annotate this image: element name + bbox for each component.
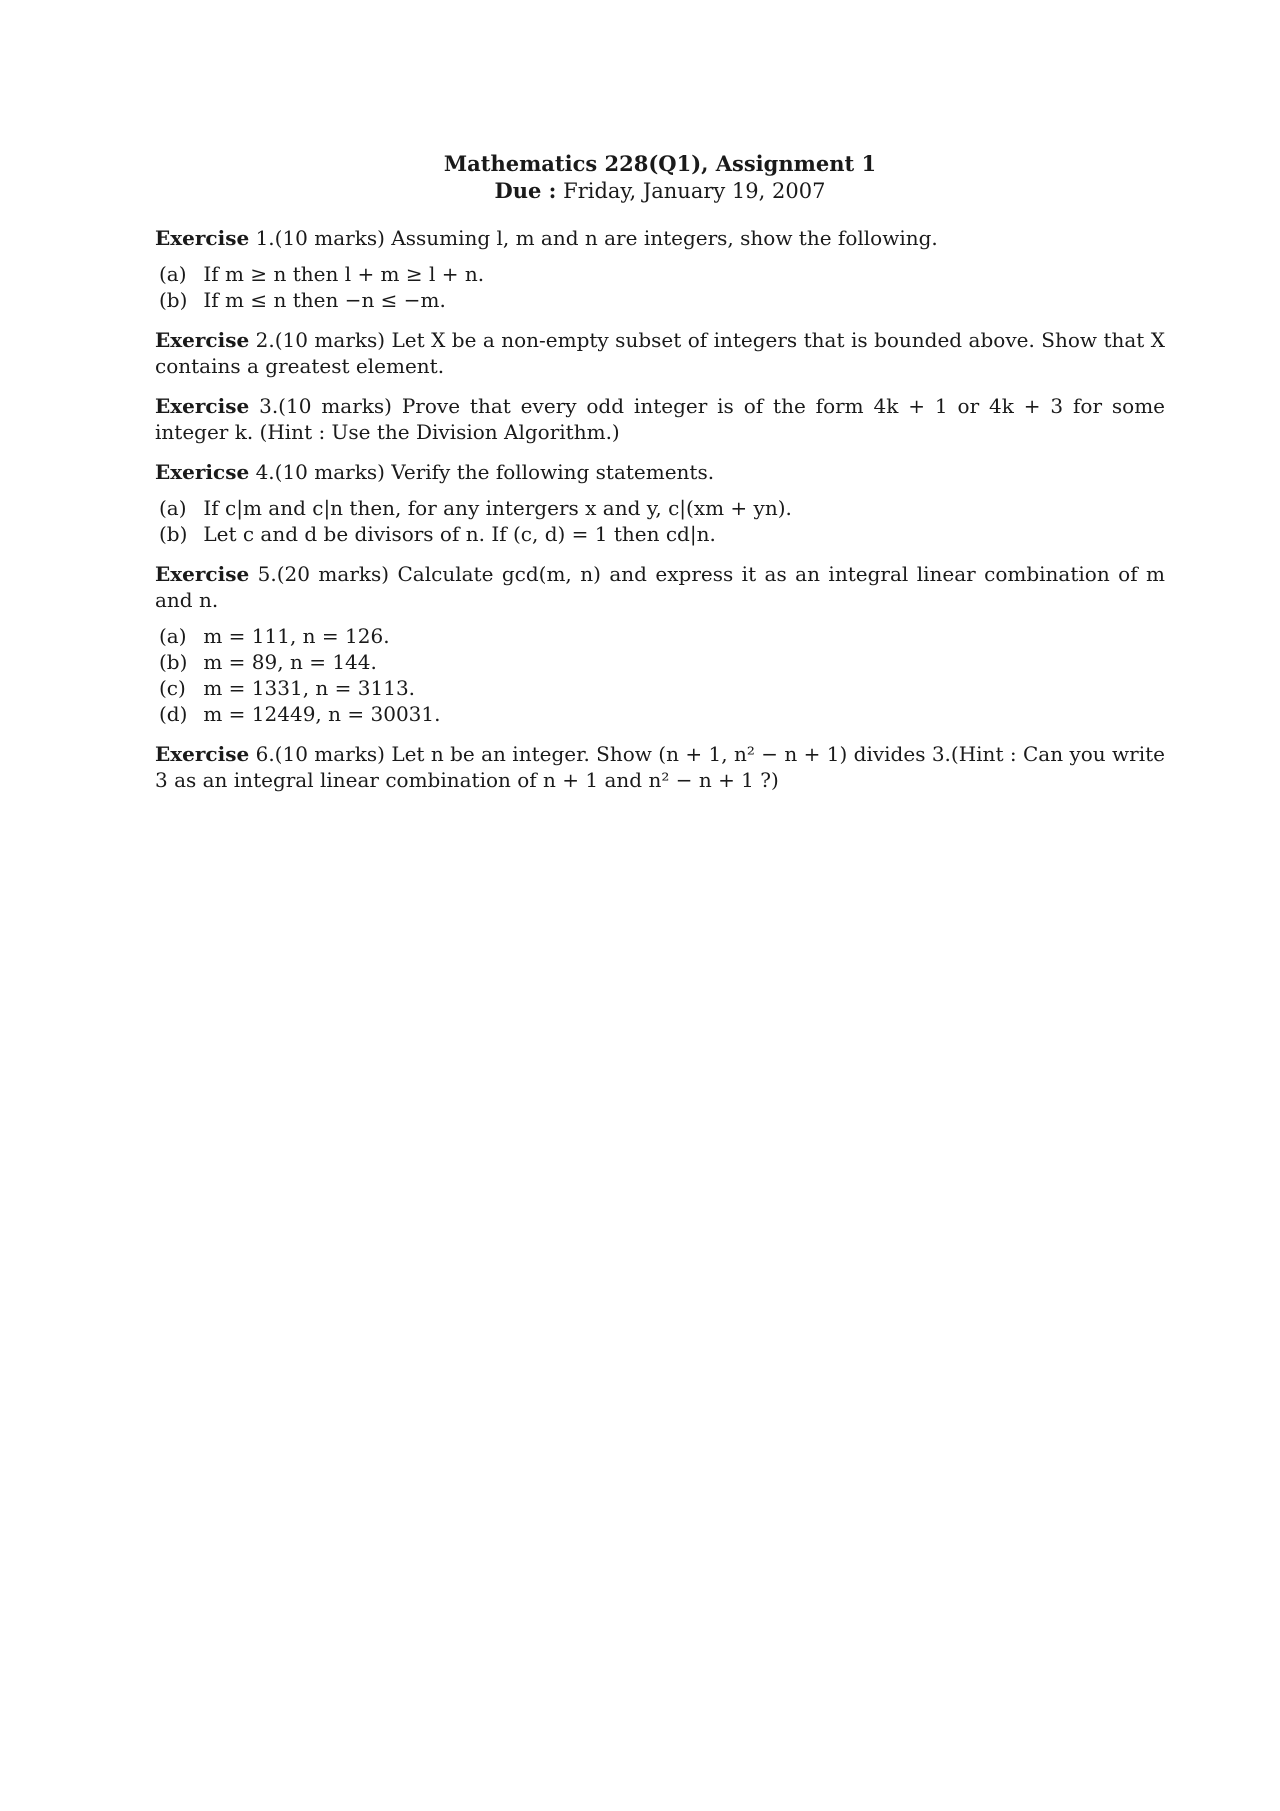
exercise-text: 3.(10 marks) Prove that every odd integer is of the form 4k + 1 or 4k + 3 for some integer k. (Hint : Use the Division Algorithm.)	[155, 394, 1165, 444]
exercise-2	[155, 327, 1165, 379]
exercise-title: Exericse	[155, 460, 250, 484]
exercise-title: Exercise	[155, 226, 250, 250]
part-text: If m ≤ n then −n ≤ −m.	[203, 288, 446, 312]
exercise-6	[155, 741, 1165, 793]
exercise-statement	[155, 393, 1165, 445]
exercise-part	[159, 287, 1165, 313]
exercise-part	[159, 521, 1165, 547]
exercise-title: Exercise	[155, 742, 250, 766]
part-text: If m ≥ n then l + m ≥ l + n.	[203, 262, 485, 286]
exercise-5	[155, 561, 1165, 727]
exercise-title: Exercise	[155, 394, 250, 418]
exercise-text: 2.(10 marks) Let X be a non-empty subset of integers that is bounded above. Show that X contains a greatest element.	[155, 328, 1165, 378]
part-text: m = 1331, n = 3113.	[203, 676, 416, 700]
exercise-parts	[155, 495, 1165, 547]
exercise-part	[159, 623, 1165, 649]
course-title: Mathematics 228(Q1), Assignment 1	[443, 151, 877, 176]
exercise-text: 1.(10 marks) Assuming l, m and n are integers, show the following.	[255, 226, 938, 250]
part-text: m = 111, n = 126.	[203, 624, 390, 648]
assignment-page	[155, 150, 1165, 807]
exercise-statement	[155, 225, 1165, 251]
exercise-parts	[155, 623, 1165, 727]
exercise-parts	[155, 261, 1165, 313]
part-text: If c|m and c|n then, for any intergers x and y, c|(xm + yn).	[203, 496, 792, 520]
part-label: (d)	[159, 702, 188, 726]
exercise-1	[155, 225, 1165, 313]
exercise-statement	[155, 459, 1165, 485]
due-date: Friday, January 19, 2007	[563, 179, 826, 203]
part-label: (c)	[159, 676, 186, 700]
exercise-part	[159, 495, 1165, 521]
part-text: m = 12449, n = 30031.	[203, 702, 441, 726]
exercise-statement	[155, 741, 1165, 793]
due-line	[155, 177, 1165, 205]
part-label: (a)	[159, 262, 187, 286]
exercise-part	[159, 701, 1165, 727]
exercise-title: Exercise	[155, 328, 250, 352]
exercise-part	[159, 261, 1165, 287]
part-text: Let c and d be divisors of n. If (c, d) = 1 then cd|n.	[203, 522, 716, 546]
exercise-part	[159, 675, 1165, 701]
part-label: (b)	[159, 522, 188, 546]
assignment-header	[155, 150, 1165, 205]
exercise-title: Exercise	[155, 562, 250, 586]
due-label: Due :	[494, 178, 557, 203]
part-label: (a)	[159, 624, 187, 648]
part-label: (b)	[159, 288, 188, 312]
exercise-3	[155, 393, 1165, 445]
exercise-text: 6.(10 marks) Let n be an integer. Show (n + 1, n² − n + 1) divides 3.(Hint : Can you write 3 as an integral linear combination of n + 1 and n² − n + 1 ?)	[155, 742, 1166, 792]
exercise-4	[155, 459, 1165, 547]
part-label: (a)	[159, 496, 187, 520]
exercise-text: 5.(20 marks) Calculate gcd(m, n) and express it as an integral linear combination of m and n.	[155, 562, 1166, 612]
exercise-statement	[155, 327, 1165, 379]
exercise-statement	[155, 561, 1165, 613]
part-text: m = 89, n = 144.	[203, 650, 377, 674]
exercise-part	[159, 649, 1165, 675]
exercise-text: 4.(10 marks) Verify the following statements.	[255, 460, 715, 484]
part-label: (b)	[159, 650, 188, 674]
